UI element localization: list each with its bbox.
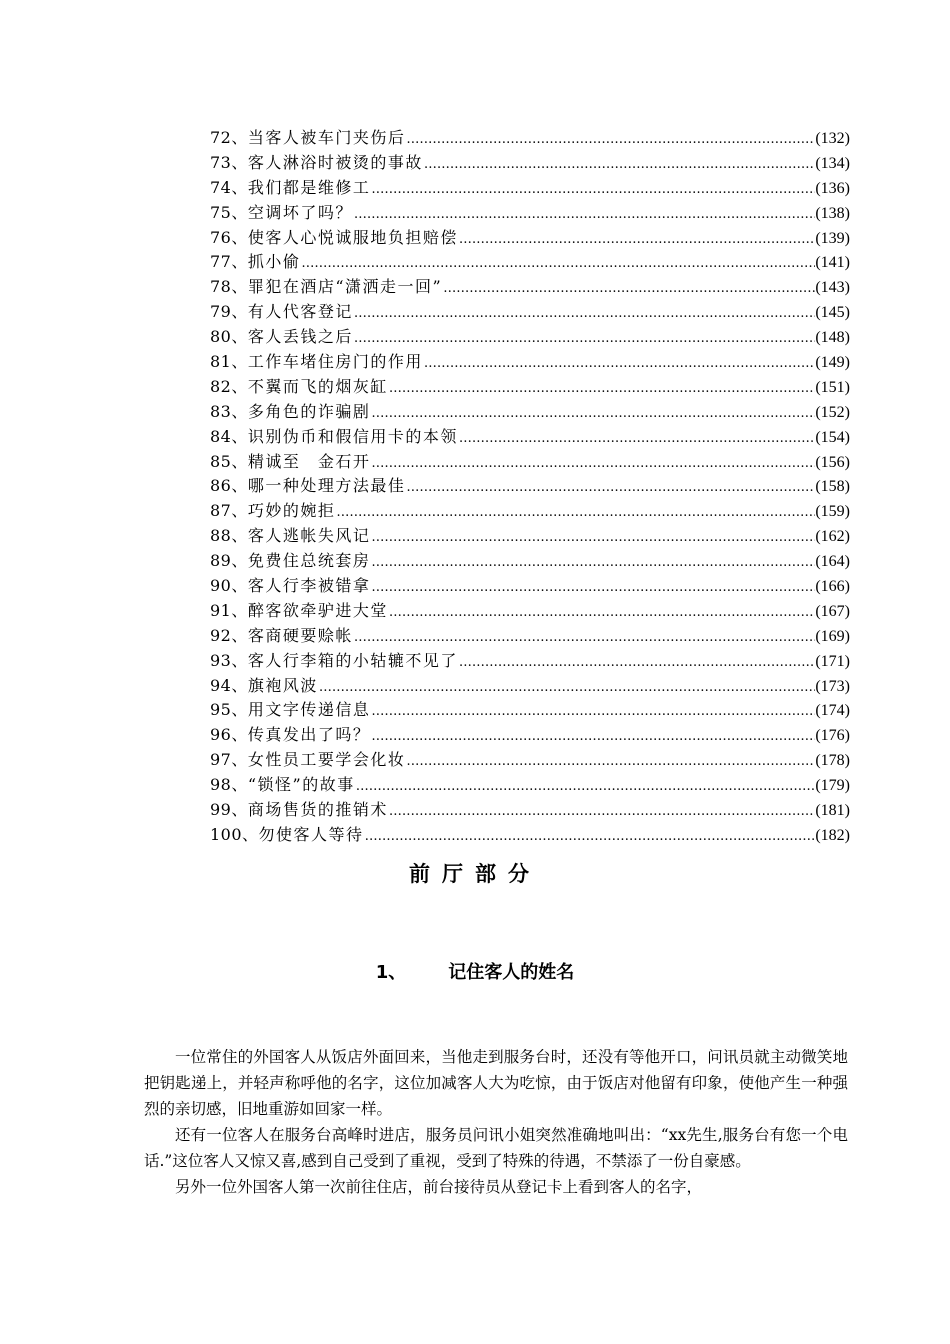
toc-entry [210, 151, 850, 176]
toc-entry-title: 哪一种处理方法最佳 [247, 476, 406, 496]
toc-entry-page: (148) [815, 329, 850, 347]
toc-entry [210, 798, 850, 823]
toc-entry-title: 罪犯在酒店“潇洒走一回” [247, 277, 443, 297]
toc-entry-page: (164) [815, 553, 850, 571]
toc-leader-dots [370, 524, 815, 551]
toc-entry-title: 有人代客登记 [247, 302, 353, 322]
toc-leader-dots [458, 425, 815, 452]
toc-entry [210, 624, 850, 649]
toc-entry-number: 86、 [210, 476, 248, 496]
toc-entry-page: (139) [815, 229, 850, 247]
toc-entry-number: 100、 [210, 824, 259, 844]
toc-entry-page: (136) [815, 179, 850, 197]
toc-entry-title: 抓小偷 [247, 252, 301, 272]
toc-entry-title: 工作车堵住房门的作用 [247, 352, 423, 372]
toc-leader-dots [388, 599, 815, 626]
paragraph: 还有一位客人在服务台高峰时进店，服务员问讯小姐突然准确地叫出：“xx先生,服务台有您一个电话.”这位客人又惊又喜,感到自己受到了重视，受到了特殊的待遇，不禁添了一份自豪感。 [144, 1126, 848, 1170]
toc-entry-page: (169) [815, 627, 850, 645]
toc-entry-number: 96、 [210, 725, 248, 745]
toc-entry [210, 499, 850, 524]
toc-entry-title: 醉客欲牵驴进大堂 [247, 600, 388, 620]
toc-entry-title: 传真发出了吗？ [247, 725, 371, 745]
section-heading: 前厅部分 [409, 862, 541, 886]
toc-entry-title: 客商硬要赊帐 [247, 625, 353, 645]
toc-entry-title: 客人行李被错拿 [247, 576, 371, 596]
toc-entry-title: 当客人被车门夹伤后 [247, 128, 406, 147]
toc-entry-number: 80、 [210, 327, 248, 347]
toc-entry [210, 250, 850, 275]
toc-entry-number: 92、 [210, 625, 248, 645]
toc-entry-number: 85、 [210, 451, 248, 471]
toc-entry-page: (171) [815, 652, 850, 670]
toc-entry-title: 免费住总统套房 [247, 551, 371, 571]
toc-entry [210, 400, 850, 425]
toc-entry [210, 450, 850, 475]
toc-entry-page: (152) [815, 403, 850, 421]
toc-entry [210, 425, 850, 450]
toc-leader-dots [423, 151, 815, 178]
toc-entry [210, 226, 850, 251]
toc-entry-number: 93、 [210, 650, 248, 670]
article-body [144, 1044, 848, 1200]
toc-entry-number: 87、 [210, 501, 248, 521]
article-heading [0, 958, 950, 984]
toc-entry [210, 698, 850, 723]
toc-entry-title: 勿使客人等待 [258, 824, 364, 844]
toc-entry-number: 94、 [210, 675, 248, 695]
toc-entry-number: 84、 [210, 426, 248, 446]
paragraph: 一位常住的外国客人从饭店外面回来，当他走到服务台时，还没有等他开口，问讯员就主动微笑地把钥匙递上，并轻声称呼他的名字，这位加减客人大为吃惊，由于饭店对他留有印象，使他产生一种强烈的亲切感，旧地重游如回家一样。 [144, 1048, 848, 1118]
toc-leader-dots [405, 748, 815, 775]
toc-entry [210, 375, 850, 400]
toc-entry [210, 524, 850, 549]
toc-leader-dots [388, 375, 815, 402]
toc-entry-number: 74、 [210, 177, 248, 197]
toc-entry-page: (179) [815, 777, 850, 795]
toc-entry-page: (145) [815, 304, 850, 322]
toc-entry-number: 72、 [210, 128, 248, 147]
toc-entry-title: 客人淋浴时被烫的事故 [247, 152, 423, 172]
toc-entry-page: (174) [815, 702, 850, 720]
toc-entry-page: (151) [815, 378, 850, 396]
toc-leader-dots [388, 798, 815, 825]
toc-entry-title: 客人丢钱之后 [247, 327, 353, 347]
toc-entry [210, 474, 850, 499]
toc-entry [210, 823, 850, 848]
toc-entry [210, 300, 850, 325]
toc-leader-dots [458, 226, 815, 253]
toc-entry-title: 使客人心悦诚服地负担赔偿 [247, 227, 458, 247]
toc-entry-page: (166) [815, 578, 850, 596]
toc-entry-page: (156) [815, 453, 850, 471]
toc-entry-number: 91、 [210, 600, 248, 620]
toc-entry [210, 773, 850, 798]
toc-entry-title: 识别伪币和假信用卡的本领 [247, 426, 458, 446]
toc-entry [210, 723, 850, 748]
toc-leader-dots [370, 450, 815, 477]
toc-entry [210, 599, 850, 624]
toc-entry-number: 83、 [210, 401, 248, 421]
toc-leader-dots [405, 126, 815, 153]
paragraph: 另外一位外国客人第一次前往住店，前台接待员从登记卡上看到客人的名字， [175, 1178, 703, 1196]
toc-leader-dots [370, 698, 815, 725]
toc-entry [210, 674, 850, 699]
toc-entry-page: (134) [815, 154, 850, 172]
toc-entry-number: 78、 [210, 277, 248, 297]
toc-leader-dots [405, 474, 815, 501]
toc-entry-page: (158) [815, 478, 850, 496]
toc-entry-title: 我们都是维修工 [247, 177, 371, 197]
toc-entry-page: (159) [815, 503, 850, 521]
toc-entry-number: 97、 [210, 750, 248, 770]
toc-entry-title: 客人逃帐失风记 [247, 526, 371, 546]
toc-entry-page: (178) [815, 752, 850, 770]
toc-entry [210, 126, 850, 151]
toc-entry-title: 女性员工要学会化妆 [247, 750, 406, 770]
toc-entry-page: (162) [815, 528, 850, 546]
toc-entry-title: 巧妙的婉拒 [247, 501, 336, 521]
toc-entry-number: 89、 [210, 551, 248, 571]
toc-entry-number: 98、 [210, 775, 248, 795]
toc-entry-page: (132) [815, 130, 850, 147]
toc-entry-number: 75、 [210, 202, 248, 222]
toc-entry-title: 客人行李箱的小轱辘不见了 [247, 650, 458, 670]
toc-entry-page: (173) [815, 677, 850, 695]
toc-entry-number: 99、 [210, 800, 248, 820]
toc-leader-dots [364, 823, 816, 850]
toc-entry-page: (143) [815, 279, 850, 297]
toc-entry [210, 574, 850, 599]
toc-entry-page: (181) [815, 802, 850, 820]
toc-entry [210, 325, 850, 350]
toc-leader-dots [370, 176, 815, 203]
toc-leader-dots [370, 549, 815, 576]
toc-leader-dots [370, 723, 815, 750]
toc-entry [210, 549, 850, 574]
toc-entry-number: 79、 [210, 302, 248, 322]
toc-entry-number: 90、 [210, 576, 248, 596]
toc-entry-title: “锁怪”的故事 [247, 775, 355, 795]
toc-entry-page: (149) [815, 354, 850, 372]
toc-entry-number: 88、 [210, 526, 248, 546]
toc-leader-dots [353, 624, 815, 651]
toc-entry-page: (182) [815, 826, 850, 844]
toc-leader-dots [370, 400, 815, 427]
toc-entry-page: (154) [815, 428, 850, 446]
toc-leader-dots [458, 649, 815, 676]
toc-leader-dots [318, 674, 815, 701]
toc-entry-page: (138) [815, 204, 850, 222]
toc-entry [210, 201, 850, 226]
toc-entry [210, 649, 850, 674]
toc-entry-title: 精诚至 金石开 [247, 451, 371, 471]
toc-entry-title: 商场售货的推销术 [247, 800, 388, 820]
toc-leader-dots [355, 773, 816, 800]
article-number: 1、 [375, 962, 407, 983]
toc-leader-dots [300, 250, 815, 277]
toc-entry [210, 748, 850, 773]
toc-leader-dots [335, 499, 815, 526]
toc-entry-page: (176) [815, 727, 850, 745]
toc-leader-dots [353, 201, 815, 228]
toc-entry-title: 旗袍风波 [247, 675, 318, 695]
toc-leader-dots [423, 350, 815, 377]
toc-entry-title: 空调坏了吗？ [247, 202, 353, 222]
toc-leader-dots [353, 300, 815, 327]
toc-entry-number: 77、 [210, 252, 248, 272]
toc-leader-dots [442, 275, 815, 302]
toc-entry-number: 82、 [210, 376, 248, 396]
toc-entry-title: 用文字传递信息 [247, 700, 371, 720]
table-of-contents [210, 126, 850, 848]
toc-entry-number: 76、 [210, 227, 248, 247]
toc-entry [210, 275, 850, 300]
toc-entry [210, 350, 850, 375]
toc-entry [210, 176, 850, 201]
toc-entry-number: 73、 [210, 152, 248, 172]
toc-leader-dots [353, 325, 815, 352]
toc-entry-title: 多角色的诈骗剧 [247, 401, 371, 421]
article-title: 记住客人的姓名 [448, 962, 575, 983]
toc-entry-page: (141) [815, 254, 850, 272]
toc-entry-number: 95、 [210, 700, 248, 720]
toc-entry-number: 81、 [210, 352, 248, 372]
toc-leader-dots [370, 574, 815, 601]
toc-entry-page: (167) [815, 602, 850, 620]
toc-entry-title: 不翼而飞的烟灰缸 [247, 376, 388, 396]
